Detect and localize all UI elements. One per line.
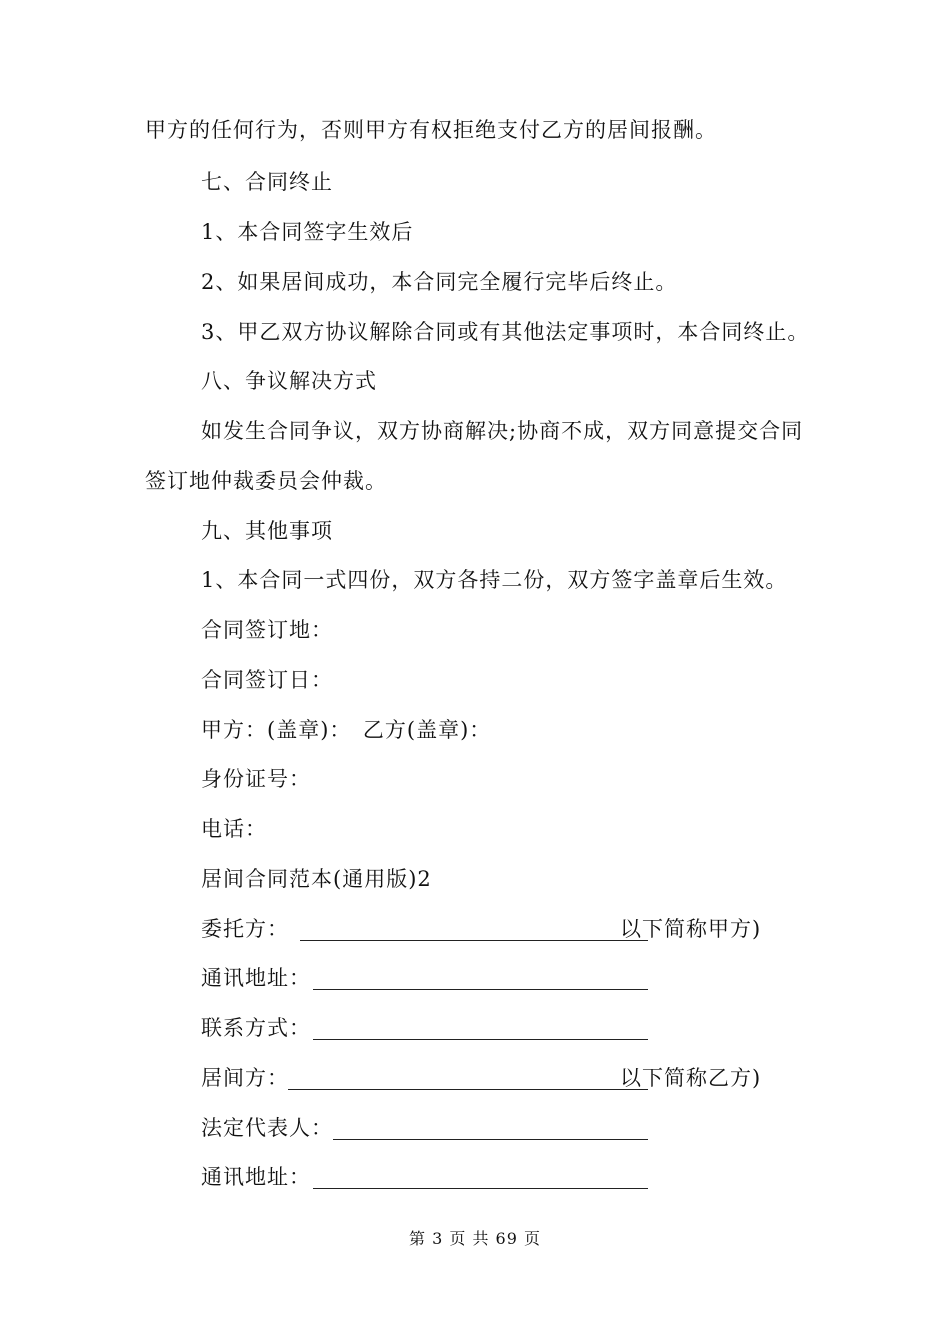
section-heading-7: 七、合同终止 <box>201 170 333 194</box>
broker-label: 居间方： <box>201 1066 289 1090</box>
legal-rep-blank[interactable] <box>333 1139 648 1140</box>
section-heading-9: 九、其他事项 <box>201 519 333 543</box>
client-suffix: 以下简称甲方) <box>620 917 762 941</box>
section-heading-8: 八、争议解决方式 <box>201 369 377 393</box>
phone-label: 电话： <box>201 817 267 841</box>
client-blank[interactable] <box>300 940 648 941</box>
template-title: 居间合同范本(通用版)2 <box>201 867 432 891</box>
signing-date-label: 合同签订日： <box>201 668 333 692</box>
address2-blank[interactable] <box>313 1188 648 1189</box>
page-footer: 第 3 页 共 69 页 <box>409 1229 541 1248</box>
seal-line: 甲方：(盖章)： 乙方(盖章)： <box>201 718 492 742</box>
address1-label: 通讯地址： <box>201 966 311 990</box>
contact-blank[interactable] <box>313 1039 648 1040</box>
signing-place-label: 合同签订地： <box>201 618 333 642</box>
clause-7-1: 1、本合同签字生效后 <box>201 220 414 244</box>
client-label: 委托方： <box>201 917 289 941</box>
address2-label: 通讯地址： <box>201 1165 311 1189</box>
legal-rep-label: 法定代表人： <box>201 1116 333 1140</box>
clause-7-2: 2、如果居间成功，本合同完全履行完毕后终止。 <box>201 270 678 294</box>
address1-blank[interactable] <box>313 989 648 990</box>
id-number-label: 身份证号： <box>201 767 311 791</box>
broker-suffix: 以下简称乙方) <box>620 1066 762 1090</box>
contact-label: 联系方式： <box>201 1016 311 1040</box>
clause-7-3: 3、甲乙双方协议解除合同或有其他法定事项时，本合同终止。 <box>201 320 810 344</box>
broker-blank[interactable] <box>288 1089 648 1090</box>
clause-8-line-1: 如发生合同争议，双方协商解决;协商不成，双方同意提交合同 <box>201 419 804 443</box>
paragraph-0: 甲方的任何行为，否则甲方有权拒绝支付乙方的居间报酬。 <box>145 118 717 142</box>
clause-8-line-2: 签订地仲裁委员会仲裁。 <box>145 469 387 493</box>
clause-9-1: 1、本合同一式四份，双方各持二份，双方签字盖章后生效。 <box>201 568 788 592</box>
